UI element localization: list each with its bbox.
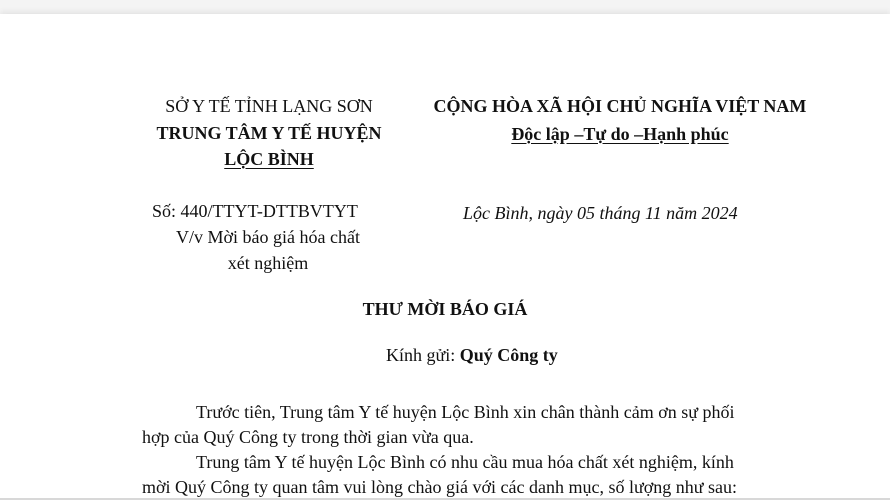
greeting-recipient: Quý Công ty xyxy=(459,345,558,365)
document-page xyxy=(0,14,890,500)
center-name-line1: TRUNG TÂM Y TẾ HUYỆN xyxy=(156,123,382,143)
greeting xyxy=(386,344,558,366)
subject-line1: V/v Mời báo giá hóa chất xyxy=(176,227,360,247)
document-title: THƯ MỜI BÁO GIÁ xyxy=(362,299,528,319)
greeting-label: Kính gửi: xyxy=(386,345,456,365)
paragraph1-line2: hợp của Quý Công ty trong thời gian vừa qua. xyxy=(142,427,474,447)
document-number: Số: 440/TTYT-DTTBVTYT xyxy=(152,201,358,221)
subject-line2: xét nghiệm xyxy=(227,253,309,273)
paragraph1-line1: Trước tiên, Trung tâm Y tế huyện Lộc Bình xin chân thành cảm ơn sự phối xyxy=(196,402,735,422)
paragraph2-line1: Trung tâm Y tế huyện Lộc Bình có nhu cầu mua hóa chất xét nghiệm, kính xyxy=(196,452,734,472)
date-line: Lộc Bình, ngày 05 tháng 11 năm 2024 xyxy=(463,203,738,223)
national-motto: Độc lập –Tự do –Hạnh phúc xyxy=(511,124,729,144)
national-title: CỘNG HÒA XÃ HỘI CHỦ NGHĨA VIỆT NAM xyxy=(433,96,807,116)
center-name-line2: LỘC BÌNH xyxy=(224,149,314,169)
paragraph2-line2: mời Quý Công ty quan tâm vui lòng chào giá với các danh mục, số lượng như sau: xyxy=(142,477,737,497)
agency-name: SỞ Y TẾ TỈNH LẠNG SƠN xyxy=(165,96,373,116)
